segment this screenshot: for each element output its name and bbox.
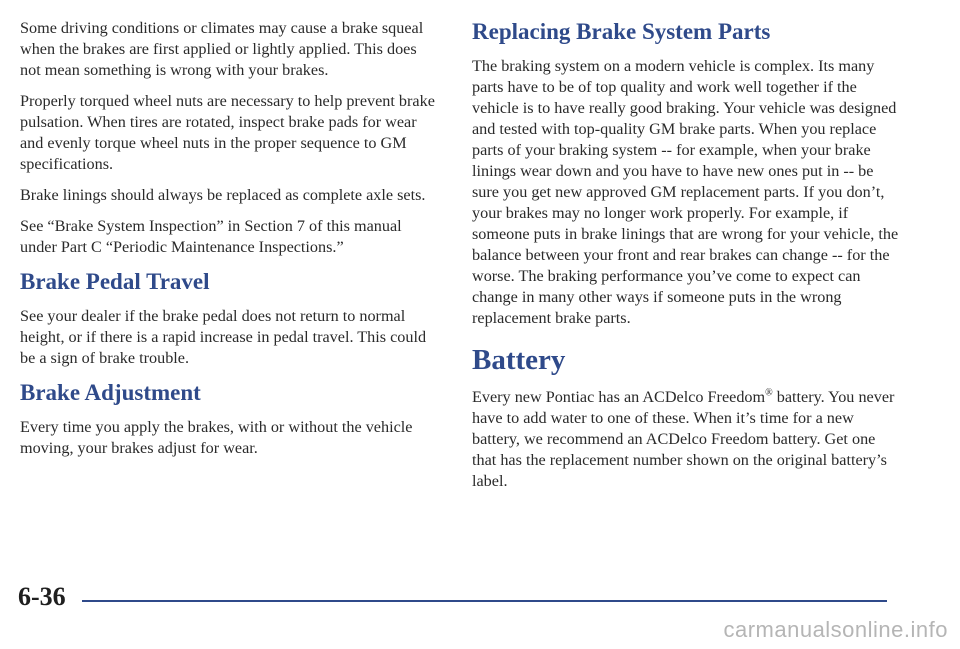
brake-adjustment-heading: Brake Adjustment <box>20 380 201 405</box>
footer-rule <box>82 600 887 602</box>
brake-adjustment-body: Every time you apply the brakes, with or without the vehicle moving, your brakes adjust for wear. <box>20 418 413 457</box>
brake-linings-paragraph: Brake linings should always be replaced as complete axle sets. <box>20 186 426 204</box>
left-column <box>20 18 440 469</box>
registered-trademark: ® <box>765 387 773 399</box>
brake-squeal-paragraph: Some driving conditions or climates may cause a brake squeal when the brakes are first applied or lightly applied. This does not mean something is wrong with your brakes. <box>20 19 424 79</box>
brake-pedal-travel-body: See your dealer if the brake pedal does not return to normal height, or if there is a rapid increase in pedal travel. This could be a sign of brake trouble. <box>20 307 427 367</box>
wheel-nuts-paragraph: Properly torqued wheel nuts are necessary to help prevent brake pulsation. When tires are rotated, inspect brake pads for wear and evenly torque wheel nuts in the proper sequence to GM specifications. <box>20 92 435 173</box>
battery-body-start: Every new Pontiac has an ACDelco Freedom <box>472 388 766 406</box>
battery-body-end: battery. You never have to add water to one of these. When it’s time for a new battery, we recommend an ACDelco Freedom battery. Get one that has the replacement number shown on the original battery’s label. <box>472 388 895 490</box>
inspection-reference-paragraph: See “Brake System Inspection” in Section 7 of this manual under Part C “Periodic Maintenance Inspections.” <box>20 217 402 256</box>
replacing-parts-heading: Replacing Brake System Parts <box>472 19 771 44</box>
replacing-parts-body: The braking system on a modern vehicle is complex. Its many parts have to be of top quality and work well together if the vehicle is to have really good braking. Your vehicle was designed and tested with top-quality GM brake parts. When you replace parts of your braking system -- for example, when your brake linings wear down and you have to have new ones put in -- be sure you get new approved GM replacement parts. If you don’t, your brakes may no longer work properly. For example, if someone puts in brake linings that are wrong for your vehicle, the balance between your front and rear brakes can change -- for the worse. The braking performance you’ve come to expect can change in many other ways if someone puts in the wrong replacement brake parts. <box>472 57 899 327</box>
brake-pedal-travel-heading: Brake Pedal Travel <box>20 269 210 294</box>
right-column <box>472 18 902 502</box>
battery-heading: Battery <box>472 344 566 376</box>
battery-body <box>472 387 902 492</box>
watermark: carmanualsonline.info <box>723 617 948 642</box>
page-number: 6-36 <box>18 582 66 611</box>
